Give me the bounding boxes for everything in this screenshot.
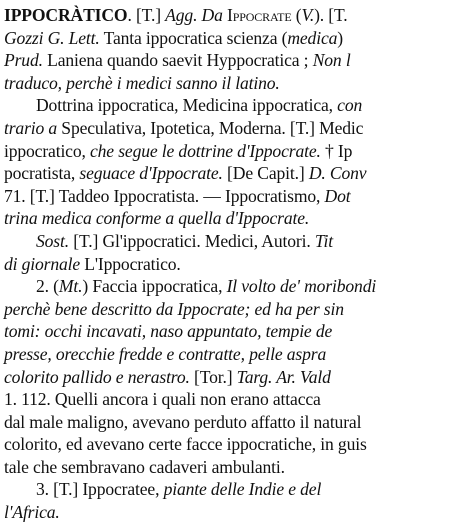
text-line bbox=[4, 185, 476, 208]
text-segment: L'Ippocratico. bbox=[80, 253, 181, 274]
text-line bbox=[4, 366, 476, 389]
text-segment: 71. [T.] Taddeo Ippocratista. — Ippocratismo, bbox=[4, 185, 325, 206]
text-segment: colorito, ed avevano certe facce ippocratiche, in guis bbox=[4, 434, 367, 455]
text-segment: 2. ( bbox=[36, 276, 59, 297]
text-segment: tale che sembravano cadaveri ambulanti. bbox=[4, 456, 285, 477]
text-segment: Dottrina ippocratica, Medicina ippocratica, bbox=[36, 95, 338, 116]
text-segment: [De Capit.] bbox=[222, 163, 309, 184]
text-segment: D. Conv bbox=[308, 163, 367, 184]
text-line bbox=[4, 478, 476, 501]
text-segment: l'Africa. bbox=[4, 502, 60, 523]
dictionary-entry-ippocratico bbox=[4, 4, 476, 524]
text-segment: seguace d'Ippocrate. bbox=[79, 163, 223, 184]
text-segment: Agg. Da bbox=[165, 5, 228, 25]
text-line bbox=[4, 162, 476, 185]
text-segment: Dot bbox=[324, 185, 351, 206]
text-segment: trario a bbox=[4, 117, 58, 138]
text-segment: colorito pallido e nerastro. bbox=[4, 366, 190, 387]
text-segment: medica bbox=[287, 27, 338, 48]
text-segment: con bbox=[337, 95, 363, 116]
text-line bbox=[4, 117, 476, 140]
text-segment: Non l bbox=[312, 50, 351, 71]
text-segment: 3. [T.] Ippocratee, bbox=[36, 479, 164, 500]
text-segment: ippocratico, bbox=[4, 140, 90, 161]
text-line bbox=[4, 298, 476, 321]
text-segment: tomi: occhi incavati, naso appuntato, tempie de bbox=[4, 321, 333, 342]
text-segment: [T.] Gl'ippocratici. Medici, Autori. bbox=[68, 230, 315, 251]
text-line bbox=[4, 4, 476, 27]
text-segment: Tanta ippocratica scienza ( bbox=[99, 27, 288, 48]
text-segment: traduco, perchè i medici sanno il latino. bbox=[4, 72, 280, 93]
text-line bbox=[4, 388, 476, 411]
text-segment: IPPOCRÀTICO bbox=[4, 5, 128, 25]
text-segment: V. bbox=[301, 5, 315, 25]
text-segment: presse, orecchie fredde e contratte, pelle aspra bbox=[4, 343, 327, 364]
text-segment: Gozzi G. Lett. bbox=[4, 27, 100, 48]
text-line bbox=[4, 343, 476, 366]
text-segment: Sost. bbox=[36, 230, 69, 251]
text-line bbox=[4, 253, 476, 276]
text-segment: trina medica conforme a quella d'Ippocrate. bbox=[4, 208, 310, 229]
text-segment: di giornale bbox=[4, 253, 81, 274]
text-line bbox=[4, 207, 476, 230]
text-line bbox=[4, 320, 476, 343]
text-segment: piante delle Indie e del bbox=[163, 479, 322, 500]
text-segment: 1. 112. Quelli ancora i quali non erano attacca bbox=[4, 389, 321, 410]
text-segment: ) bbox=[337, 27, 343, 48]
text-segment: † Ip bbox=[320, 140, 353, 161]
text-segment: Targ. Ar. Vald bbox=[236, 366, 331, 387]
text-segment: Ippocrate bbox=[227, 5, 292, 25]
text-line bbox=[4, 433, 476, 456]
text-segment: ). [T. bbox=[314, 5, 348, 25]
text-segment: perchè bene descritto da Ippocrate; ed ha per sin bbox=[4, 298, 344, 319]
text-line bbox=[4, 275, 476, 298]
text-segment: ) Faccia ippocratica, bbox=[82, 276, 227, 297]
text-line bbox=[4, 456, 476, 479]
text-segment: che segue le dottrine d'Ippocrate. bbox=[90, 140, 321, 161]
text-segment: dal male maligno, avevano perduto affatto il natural bbox=[4, 411, 362, 432]
text-segment: Il volto de' moribondi bbox=[226, 276, 377, 297]
text-line bbox=[4, 27, 476, 50]
text-segment: ( bbox=[291, 5, 302, 25]
text-segment: Mt. bbox=[58, 276, 83, 297]
text-line bbox=[4, 49, 476, 72]
text-segment: . [T.] bbox=[127, 5, 166, 25]
text-line bbox=[4, 501, 476, 524]
text-line bbox=[4, 140, 476, 163]
text-line bbox=[4, 411, 476, 434]
text-line bbox=[4, 230, 476, 253]
text-segment: [Tor.] bbox=[189, 366, 237, 387]
text-segment: Tit bbox=[314, 230, 333, 251]
text-segment: Speculativa, Ipotetica, Moderna. [T.] Medic bbox=[57, 117, 364, 138]
text-segment: Prud. bbox=[4, 50, 43, 71]
text-line bbox=[4, 94, 476, 117]
text-line bbox=[4, 72, 476, 95]
text-segment: Laniena quando saevit Hyppocratica ; bbox=[42, 50, 313, 71]
text-segment: pocratista, bbox=[4, 163, 80, 184]
